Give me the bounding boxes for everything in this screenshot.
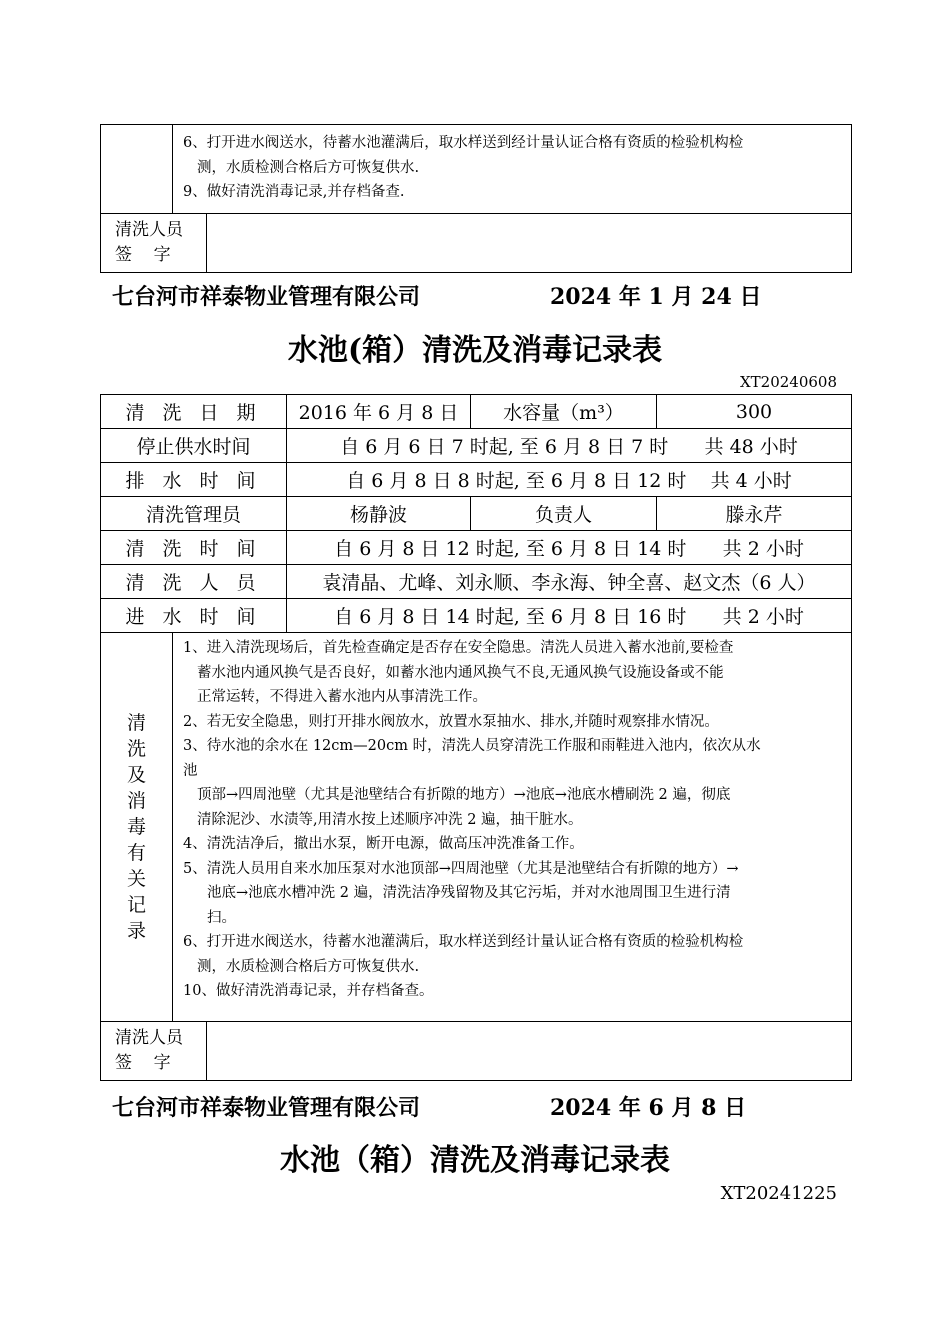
responsible-label: 负责人 [471, 497, 657, 531]
step-line: 正常运转，不得进入蓄水池内从事清洗工作。 [197, 689, 487, 705]
staff-value: 袁清晶、尤峰、刘永顺、李永海、钟全喜、赵文杰（6 人） [287, 565, 852, 599]
sign-label-1: 清洗人员 [115, 1028, 183, 1048]
record-footer-company: 七台河市祥泰物业管理有限公司 [112, 1095, 421, 1121]
step-line: 清除泥沙、水渍等,用清水按上述顺序冲洗 2 遍，抽干脏水。 [197, 811, 583, 828]
record-title: 水池(箱）清洗及消毒记录表 [287, 333, 663, 368]
stop-supply-value: 自 6 月 6 日 7 时起, 至 6 月 8 日 7 时 共 48 小时 [287, 429, 852, 463]
clean-time-label: 清 洗 时 间 [101, 531, 287, 565]
staff-label: 清 洗 人 员 [101, 565, 287, 599]
responsible-value: 滕永芹 [657, 497, 852, 531]
inflow-label: 进 水 时 间 [101, 599, 287, 633]
manager-value: 杨静波 [287, 497, 471, 531]
prev-footer-date: 2024 年 1 月 24 日 [550, 284, 762, 310]
prev-sign-label-1: 清洗人员 [115, 220, 183, 240]
prev-record-table [100, 124, 852, 273]
step-line: 3、待水池的余水在 12cm—20cm 时，清洗人员穿清洗工作服和雨鞋进入池内，依次从水 [183, 738, 761, 754]
steps-cell [173, 633, 852, 1022]
vertical-char: 及 [126, 764, 146, 786]
prev-step-line: 6、打开进水阀送水，待蓄水池灌满后，取水样送到经计量认证合格有资质的检验机构检 [183, 135, 744, 151]
step-line: 4、清洗洁净后，撤出水泵，断开电源，做高压冲洗准备工作。 [183, 836, 584, 852]
manager-label: 清洗管理员 [101, 497, 287, 531]
step-line: 扫。 [207, 909, 236, 926]
step-line: 6、打开进水阀送水，待蓄水池灌满后，取水样送到经计量认证合格有资质的检验机构检 [183, 934, 744, 950]
capacity-value: 300 [657, 395, 852, 429]
vertical-char: 关 [126, 868, 146, 890]
sign-label-2: 签 字 [115, 1053, 171, 1073]
step-line: 2、若无安全隐患，则打开排水阀放水，放置水泵抽水、排水,并随时观察排水情况。 [183, 713, 719, 730]
vertical-char: 洗 [126, 738, 146, 760]
next-record-code: XT20241225 [720, 1183, 837, 1204]
sign-row [101, 1022, 852, 1081]
stop-supply-label: 停止供水时间 [101, 429, 287, 463]
clean-time-value: 自 6 月 8 日 12 时起, 至 6 月 8 日 14 时 共 2 小时 [287, 531, 852, 565]
capacity-label: 水容量（m³） [471, 395, 657, 429]
prev-sign-label-2: 签 字 [115, 245, 171, 265]
date-value: 2016 年 6 月 8 日 [287, 395, 471, 429]
inflow-value: 自 6 月 8 日 14 时起, 至 6 月 8 日 16 时 共 2 小时 [287, 599, 852, 633]
step-line: 池 [183, 762, 198, 779]
vertical-char: 有 [126, 842, 146, 864]
drain-label: 排 水 时 间 [101, 463, 287, 497]
prev-sign-row [101, 214, 852, 273]
record-code: XT20240608 [739, 373, 837, 391]
next-record-title: 水池（箱）清洗及消毒记录表 [280, 1143, 670, 1178]
prev-step-line: 测，水质检测合格后方可恢复供水. [197, 159, 420, 176]
date-label: 清 洗 日 期 [101, 395, 287, 429]
vertical-char: 消 [126, 790, 146, 812]
vertical-char: 清 [126, 712, 146, 734]
step-line: 10、做好清洗消毒记录，并存档备查。 [183, 983, 434, 999]
step-line: 蓄水池内通风换气是否良好，如蓄水池内通风换气不良,无通风换气设施设备或不能 [197, 664, 724, 681]
record-table [100, 394, 852, 1081]
vertical-char: 记 [126, 894, 146, 916]
drain-value: 自 6 月 8 日 8 时起, 至 6 月 8 日 12 时 共 4 小时 [287, 463, 852, 497]
prev-step-line: 9、做好清洗消毒记录,并存档备查. [183, 184, 405, 200]
prev-footer-company: 七台河市祥泰物业管理有限公司 [112, 284, 421, 310]
step-line: 测，水质检测合格后方可恢复供水. [197, 958, 420, 975]
vertical-char: 毒 [126, 816, 146, 838]
step-line: 池底→池底水槽冲洗 2 遍，清洗洁净残留物及其它污垢，并对水池周围卫生进行清 [207, 885, 731, 901]
prev-steps-label-cell [101, 125, 173, 214]
vertical-char: 录 [126, 920, 146, 942]
vertical-label-cell [101, 633, 173, 1022]
prev-steps-cell [173, 125, 852, 214]
step-line: 1、进入清洗现场后，首先检查确定是否存在安全隐患。清洗人员进入蓄水池前,要检查 [183, 640, 734, 656]
step-line: 顶部→四周池壁（尤其是池壁结合有折隙的地方）→池底→池底水槽刷洗 2 遍，彻底 [197, 787, 731, 803]
record-footer-date: 2024 年 6 月 8 日 [550, 1095, 747, 1121]
step-line: 5、清洗人员用自来水加压泵对水池顶部→四周池壁（尤其是池壁结合有折隙的地方）→ [183, 860, 739, 877]
